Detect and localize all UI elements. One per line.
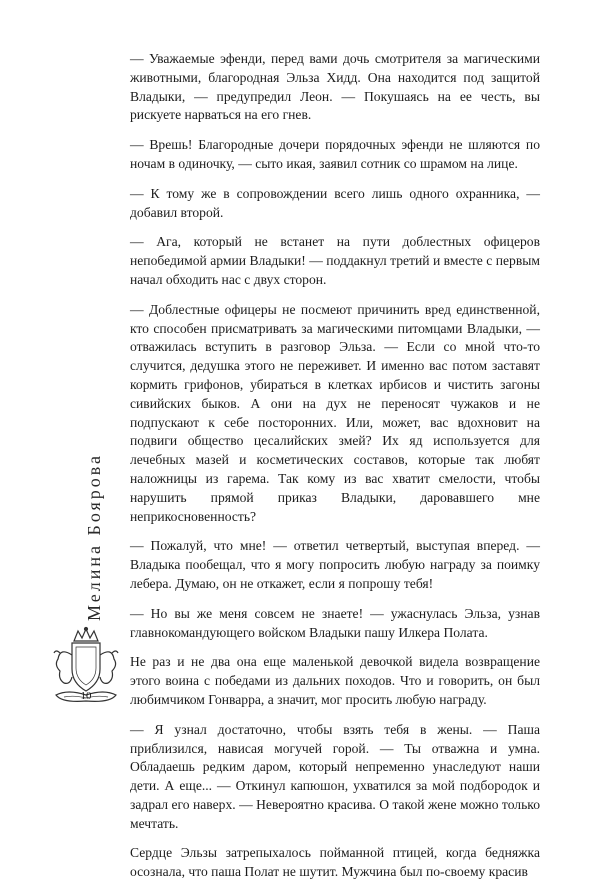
paragraph: — Уважаемые эфенди, перед вами дочь смотрителя за магическими животными, благородная Эльза Хидд. Она находится под защитой Владыки, — предупредил Леон. — Покушаясь на ее честь, вы рискуете нарваться на его гнев. <box>130 51 540 123</box>
paragraph: — Пожалуй, что мне! — ответил четвертый, выступая вперед. — Владыка пообещал, что я могу попросить любую награду за поимку лебера. Думаю, он не откажет, если я попрошу тебя! <box>130 538 540 591</box>
paragraph: — Врешь! Благородные дочери порядочных эфенди не шляются по ночам в одиночку, — сыто икая, заявил сотник со шрамом на лице. <box>130 137 540 171</box>
running-author: Мелина Боярова <box>84 452 104 621</box>
paragraph: — Доблестные офицеры не посмеют причинить вред единственной, кто способен присматривать за магическими питомцами Владыки, — отважилась вступить в разговор Эльза. — Если со мной что-то случится, дедушка этого не переживет. И именно вас потом заставят кормить грифонов, убираться в клетках ирбисов и чистить загоны сивийских быков. А они на дух не переносят чужаков и не подпускают к себе посторонних. Или, может, вас вдохновит на подвиги общество цесалийских змей? Их яд используется для лечебных мазей и косметических составов, которые так любят наложницы из гарема. Так кому из вас хватит смелости, чтобы нарушить прямой приказ Владыки, даровавшего мне неприкосновенность? <box>130 301 540 524</box>
paragraph: Сердце Эльзы затрепыхалось пойманной птицей, когда бедняжка осознала, что паша Полат не шутит. Мужчина был по-своему красив <box>130 845 540 880</box>
paragraph: — Я узнал достаточно, чтобы взять тебя в жены. — Паша приблизился, нависая могучей горой. — Ты отважна и умна. Обладаешь редким даром, который непременно унаследуют наши дети. А еще... — Откинул капюшон, ухватился за мой подбородок и задрал его наверх. — Невероятно красива. О такой жене можно только мечтать. <box>130 721 540 831</box>
paragraph: — К тому же в сопровождении всего лишь одного охранника, — добавил второй. <box>130 185 540 220</box>
paragraph: — Но вы же меня совсем не знаете! — ужаснулась Эльза, узнав главнокомандующего войском Владыки пашу Илкера Полата. <box>130 605 540 640</box>
paragraph: Не раз и не два она еще маленькой девочкой видела возвращение этого воина с победами из дальних походов. Что и говорить, он был любимчиком Гонварра, а значит, мог просить любую награду. <box>130 654 540 707</box>
paragraph: — Ага, который не встанет на пути доблестных офицеров непобедимой армии Владыки! — поддакнул третий и вместе с первым начал обходить нас с двух сторон. <box>130 234 540 287</box>
page-number: 10 <box>80 690 92 702</box>
body-text <box>130 50 540 893</box>
